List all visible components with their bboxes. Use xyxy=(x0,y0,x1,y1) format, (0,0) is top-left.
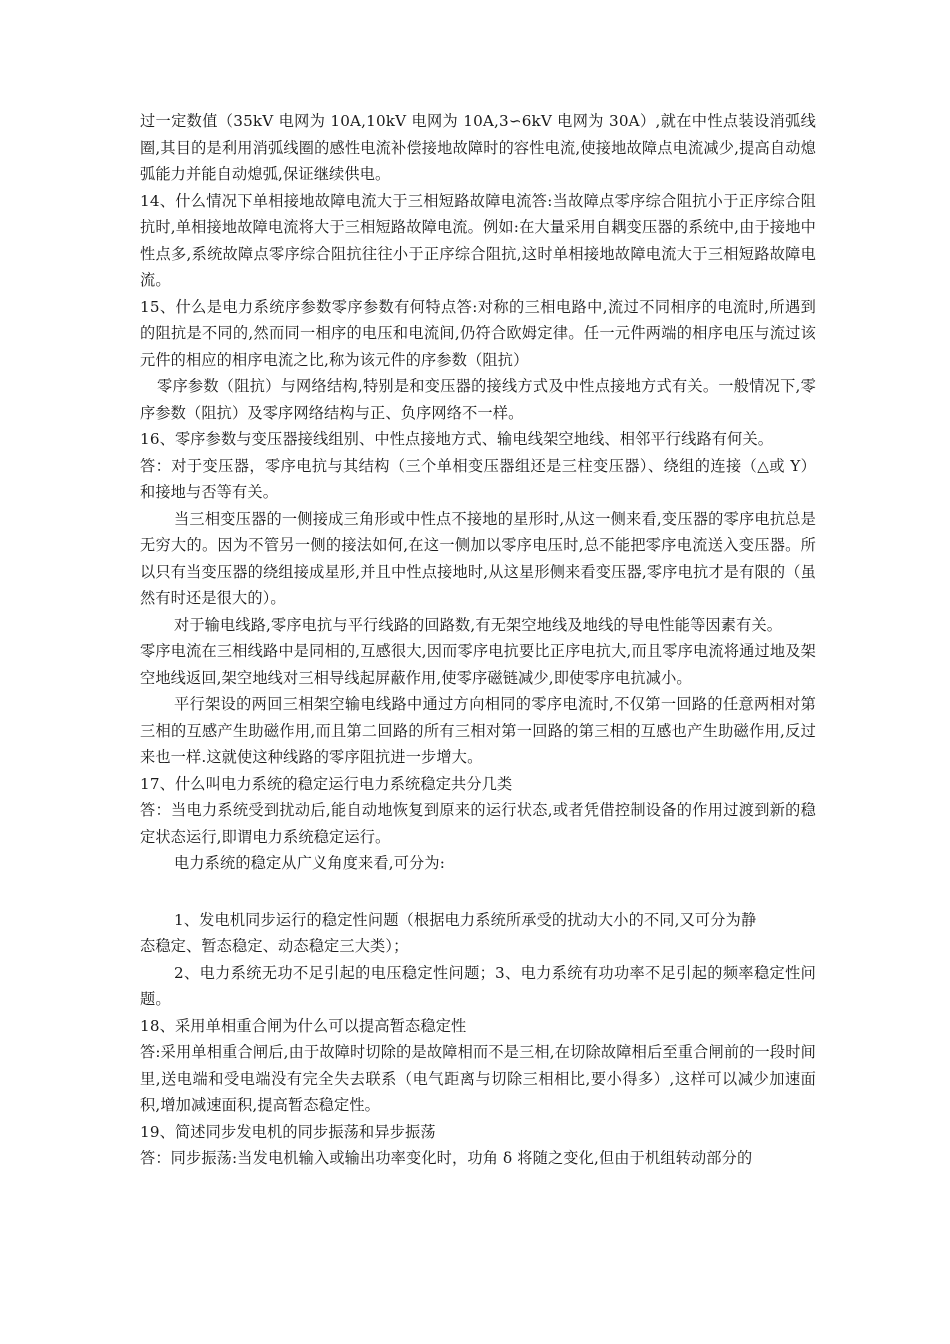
paragraph-q17-answer: 答：当电力系统受到扰动后,能自动地恢复到原来的运行状态,或者凭借控制设备的作用过渡到新的稳定状态运行,即谓电力系统稳定运行。 xyxy=(140,801,816,846)
paragraph-q16: 16、零序参数与变压器接线组别、中性点接地方式、输电线架空地线、相邻平行线路有何关。 xyxy=(140,430,774,448)
paragraph-q16-zero-current: 零序电流在三相线路中是同相的,互感很大,因而零序电抗要比正序电抗大,而且零序电流将通过地及架空地线返回,架空地线对三相导线起屏蔽作用,使零序磁链减少,即使零序电抗减小。 xyxy=(140,642,816,687)
paragraph-q16-transformer: 当三相变压器的一侧接成三角形或中性点不接地的星形时,从这一侧来看,变压器的零序电抗总是无穷大的。因为不管另一侧的接法如何,在这一侧加以零序电压时,总不能把零序电流送入变压器。所以只有当变压器的绕组接成星形,并且中性点接地时,从这星形侧来看变压器,零序电抗才是有限的（虽然有时还是很大的）。 xyxy=(140,509,816,607)
paragraph-q19: 19、简述同步发电机的同步振荡和异步振荡 xyxy=(140,1122,436,1141)
blank-line xyxy=(140,877,816,907)
paragraph-q15: 15、什么是电力系统序参数零序参数有何特点答:对称的三相电路中,流过不同相序的电流时,所遇到的阻抗是不同的,然而同一相序的电压和电流间,仍符合欧姆定律。任一元件两端的相序电压与流过该元件的相应的相序电流之比,称为该元件的序参数（阻抗） xyxy=(140,297,816,369)
paragraph-q18-answer: 答:采用单相重合闸后,由于故障时切除的是故障相而不是三相,在切除故障相后至重合闸前的一段时间里,送电端和受电端没有完全失去联系（电气距离与切除三相相比,要小得多）,这样可以减少加速面积,增加减速面积,提高暂态稳定性。 xyxy=(140,1043,816,1114)
paragraph-q16-parallel: 平行架设的两回三相架空输电线路中通过方向相同的零序电流时,不仅第一回路的任意两相对第三相的互感产生助磁作用,而且第二回路的所有三相对第一回路的第三相的互感也产生助磁作用,反过来也一样.这就使这种线路的零序阻抗进一步增大。 xyxy=(140,695,816,766)
paragraph-q17-item1-cont: 态稳定、暂态稳定、动态稳定三大类）； xyxy=(140,937,409,955)
paragraph-intro: 过一定数值（35kV 电网为 10A,10kV 电网为 10A,3∽6kV 电网为 30A）,就在中性点装设消弧线圈,其目的是利用消弧线圈的感性电流补偿接地故障时的容性电流,使接地故障点电流减少,提高自动熄弧能力并能自动熄弧,保证继续供电。 xyxy=(140,112,816,183)
paragraph-q17-item1: 1、发电机同步运行的稳定性问题（根据电力系统所承受的扰动大小的不同,又可分为静 xyxy=(174,910,757,929)
paragraph-q19-answer: 答：同步振荡:当发电机输入或输出功率变化时，功角 δ 将随之变化,但由于机组转动部分的 xyxy=(140,1149,753,1167)
paragraph-q18: 18、采用单相重合闸为什么可以提高暂态稳定性 xyxy=(140,1016,467,1035)
paragraph-q14: 14、什么情况下单相接地故障电流大于三相短路故障电流答:当故障点零序综合阻抗小于正序综合阻抗时,单相接地故障电流将大于三相短路故障电流。例如:在大量采用自耦变压器的系统中,由于接地中性点多,系统故障点零序综合阻抗往往小于正序综合阻抗,这时单相接地故障电流大于三相短路故障电流。 xyxy=(140,191,816,289)
paragraph-q17-categories-intro: 电力系统的稳定从广义角度来看,可分为: xyxy=(174,854,445,872)
paragraph-q16-answer: 答：对于变压器，零序电抗与其结构（三个单相变压器组还是三柱变压器）、绕组的连接（△或 Y）和接地与否等有关。 xyxy=(140,456,816,501)
paragraph-q17: 17、什么叫电力系统的稳定运行电力系统稳定共分几类 xyxy=(140,774,513,793)
paragraph-q16-line: 对于输电线路,零序电抗与平行线路的回路数,有无架空地线及地线的导电性能等因素有关。 xyxy=(174,615,783,634)
document-body xyxy=(140,108,816,1172)
paragraph-q17-item2-3: 2、电力系统无功不足引起的电压稳定性问题；3、电力系统有功功率不足引起的频率稳定性问题。 xyxy=(140,963,816,1008)
paragraph-q15-zero-sequence: 零序参数（阻抗）与网络结构,特别是和变压器的接线方式及中性点接地方式有关。一般情况下,零序参数（阻抗）及零序网络结构与正、负序网络不一样。 xyxy=(140,377,816,422)
